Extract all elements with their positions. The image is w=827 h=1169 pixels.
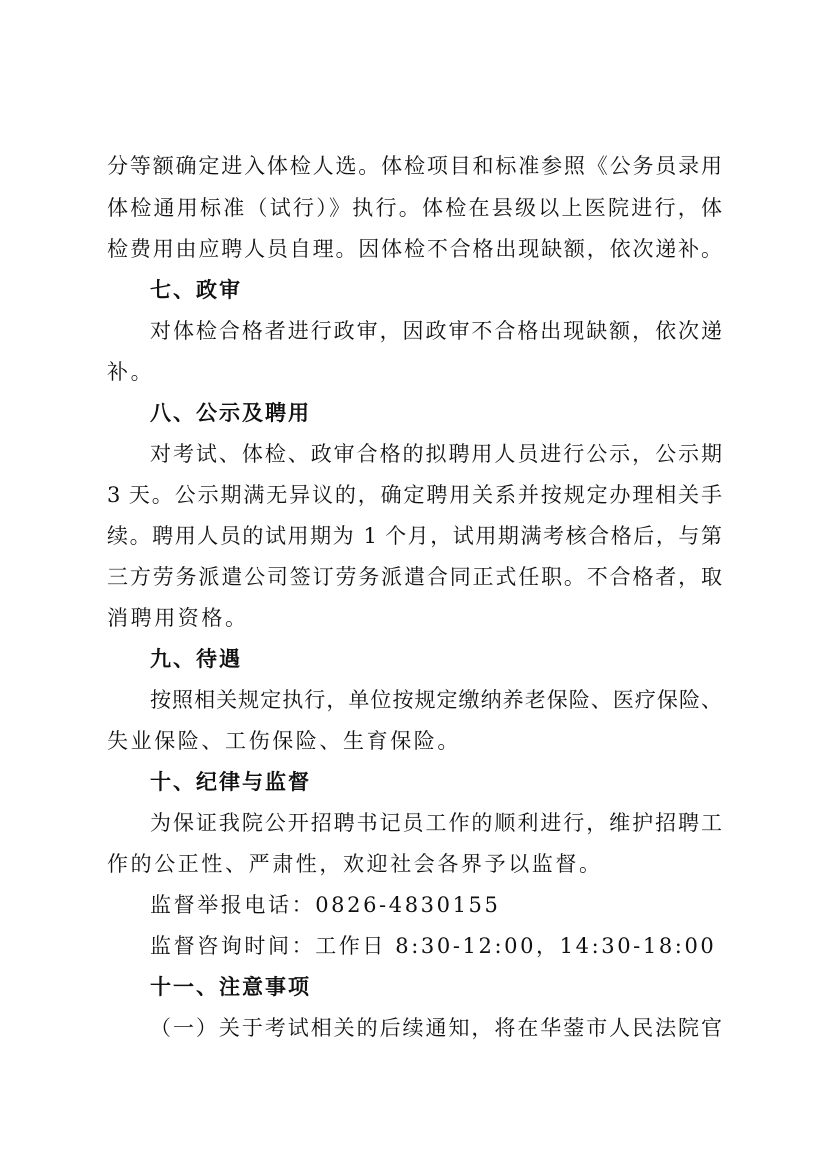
paragraph-line: 失业保险、工伤保险、生育保险。 bbox=[107, 729, 461, 753]
paragraph-line: 3 天。公示期满无异议的，确定聘用关系并按规定办理相关手 bbox=[107, 483, 722, 507]
paragraph-line: 续。聘用人员的试用期为 1 个月，试用期满考核合格后，与第 bbox=[107, 524, 722, 548]
section-heading-publicity-and-hiring: 八、公示及聘用 bbox=[150, 401, 311, 425]
paragraph-line: 按照相关规定执行，单位按规定缴纳养老保险、医疗保险、 bbox=[150, 688, 722, 712]
paragraph-line: （一）关于考试相关的后续通知，将在华蓥市人民法院官 bbox=[150, 1016, 722, 1040]
paragraph-line: 消聘用资格。 bbox=[107, 606, 249, 630]
paragraph-line: 体检通用标准（试行）》执行。体检在县级以上医院进行，体 bbox=[107, 196, 722, 220]
paragraph-line: 分等额确定进入体检人选。体检项目和标准参照《公务员录用 bbox=[107, 154, 722, 178]
paragraph-line: 对考试、体检、政审合格的拟聘用人员进行公示，公示期 bbox=[150, 442, 722, 466]
section-heading-discipline-supervision: 十、纪律与监督 bbox=[150, 770, 311, 794]
paragraph-line: 对体检合格者进行政审，因政审不合格出现缺额，依次递 bbox=[150, 319, 722, 343]
paragraph-line: 三方劳务派遣公司签订劳务派遣合同正式任职。不合格者，取 bbox=[107, 565, 722, 589]
report-phone-line: 监督举报电话：0826-4830155 bbox=[150, 893, 501, 917]
paragraph-line: 检费用由应聘人员自理。因体检不合格出现缺额，依次递补。 bbox=[107, 237, 722, 261]
paragraph-line: 为保证我院公开招聘书记员工作的顺利进行，维护招聘工 bbox=[150, 811, 722, 835]
consult-hours-line: 监督咨询时间：工作日 8:30-12:00，14:30-18:00 bbox=[150, 934, 717, 958]
section-heading-notes: 十一、注意事项 bbox=[150, 975, 311, 999]
section-heading-benefits: 九、待遇 bbox=[150, 647, 242, 671]
section-heading-political-review: 七、政审 bbox=[150, 278, 242, 302]
paragraph-line: 补。 bbox=[107, 360, 155, 384]
paragraph-line: 作的公正性、严肃性，欢迎社会各界予以监督。 bbox=[107, 852, 603, 876]
